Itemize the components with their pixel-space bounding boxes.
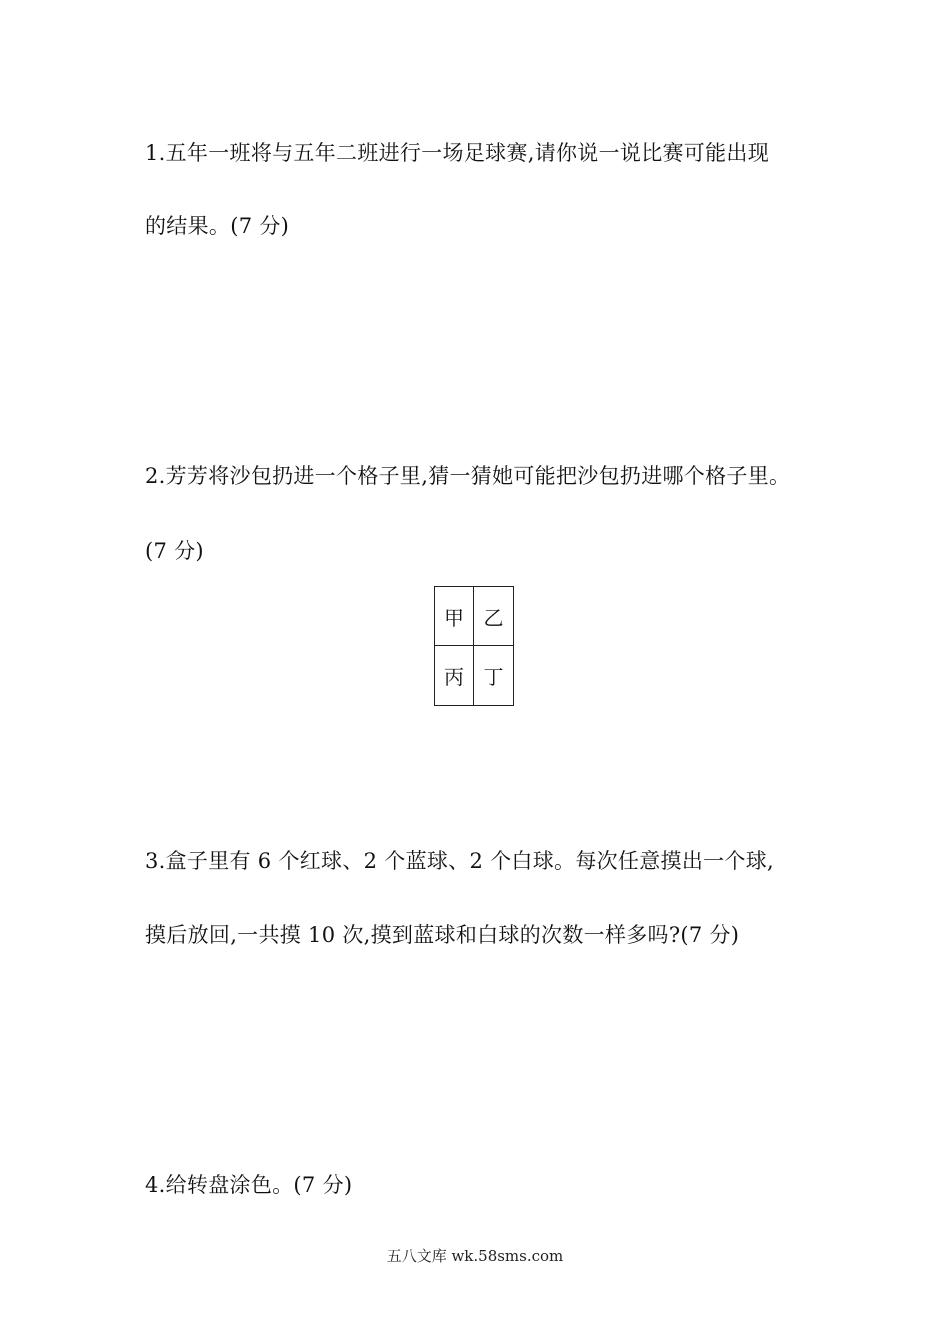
grid-cell-jia: 甲 [435, 587, 474, 646]
grid-cell-bing: 丙 [435, 646, 474, 705]
question-1-text-line-1: 1.五年一班将与五年二班进行一场足球赛,请你说一说比赛可能出现 [145, 141, 770, 165]
grid-diagram [434, 586, 514, 706]
question-2-text-line-1: 2.芳芳将沙包扔进一个格子里,猜一猜她可能把沙包扔进哪个格子里。 [145, 464, 791, 488]
grid-cell-ding: 丁 [483, 665, 504, 689]
question-1-text-line-2: 的结果。(7 分) [145, 214, 290, 238]
grid-cell-yi: 乙 [474, 587, 513, 646]
question-3-text-line-1: 3.盒子里有 6 个红球、2 个蓝球、2 个白球。每次任意摸出一个球, [145, 849, 774, 873]
page-footer: 五八文库 wk.58sms.com [386, 1247, 564, 1265]
question-3-text-line-2: 摸后放回,一共摸 10 次,摸到蓝球和白球的次数一样多吗?(7 分) [145, 923, 740, 947]
question-4-text-line-1: 4.给转盘涂色。(7 分) [145, 1173, 353, 1197]
question-2-text-line-2: (7 分) [145, 539, 204, 563]
